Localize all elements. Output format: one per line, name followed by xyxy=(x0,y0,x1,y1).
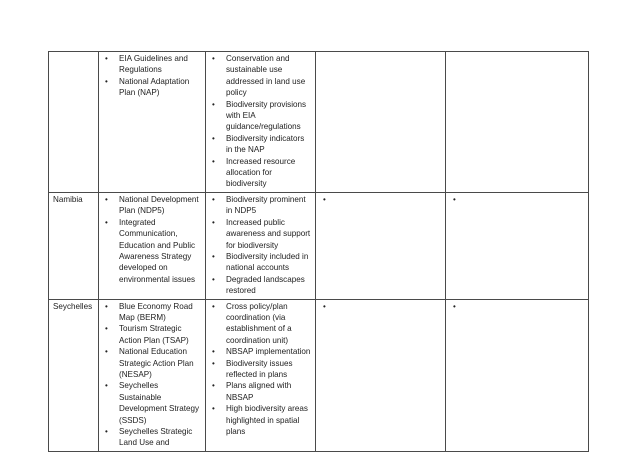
bullet-icon: • xyxy=(212,347,215,357)
bullet-icon: • xyxy=(453,301,456,311)
list-item-text: Biodiversity indicators in the NAP xyxy=(226,133,305,155)
instruments-list xyxy=(102,53,202,99)
list-item xyxy=(209,217,312,251)
list-item xyxy=(209,403,312,437)
column-5-cell xyxy=(446,299,589,451)
list-item-text: Seychelles Sustainable Development Strategy (SSDS) xyxy=(119,381,200,425)
list-item-text: Biodiversity provisions with EIA guidance/regulations xyxy=(226,99,307,132)
list-item xyxy=(209,380,312,403)
column-4-cell xyxy=(316,299,446,451)
document-table-container xyxy=(48,51,588,452)
list-item xyxy=(209,194,312,217)
bullet-icon: • xyxy=(212,274,215,284)
country-cell xyxy=(49,192,99,299)
list-item-text: National Adaptation Plan (NAP) xyxy=(119,76,190,98)
table-row xyxy=(49,299,589,451)
list-item-text: Biodiversity included in national accounts xyxy=(226,251,309,273)
bullet-icon: • xyxy=(212,99,215,109)
list-item xyxy=(102,217,202,285)
list-item xyxy=(209,99,312,133)
list-item-text: Conservation and sustainable use addressed in land use policy xyxy=(226,54,306,98)
list-item-text: Degraded landscapes restored xyxy=(226,274,305,296)
column-4-cell xyxy=(316,52,446,193)
bullet-icon: • xyxy=(212,194,215,204)
list-item xyxy=(209,274,312,297)
list-item-text: National Development Plan (NDP5) xyxy=(119,194,199,216)
list-item-text: Plans aligned with NBSAP xyxy=(226,381,292,402)
bullet-icon: • xyxy=(212,156,215,166)
list-item-text: Increased public awareness and support for biodiversity xyxy=(226,217,311,250)
outcomes-cell xyxy=(206,192,316,299)
instruments-cell xyxy=(99,299,206,451)
list-item-text: Cross policy/plan coordination (via establishment of a coordination unit) xyxy=(226,301,292,345)
list-item-text: Biodiversity prominent in NDP5 xyxy=(226,194,306,216)
list-item-text: Tourism Strategic Action Plan (TSAP) xyxy=(119,324,189,345)
bullet-icon: • xyxy=(105,381,108,391)
bullet-icon: • xyxy=(105,347,108,357)
bullet-icon: • xyxy=(105,76,108,86)
list-item xyxy=(209,53,312,99)
list-item xyxy=(102,53,202,76)
list-item xyxy=(102,346,202,380)
bullet-icon: • xyxy=(105,54,108,63)
outcomes-cell xyxy=(206,299,316,451)
instruments-cell xyxy=(99,52,206,193)
list-item xyxy=(209,301,312,347)
instruments-list xyxy=(102,194,202,285)
column-5-cell xyxy=(446,192,589,299)
list-item-text: High biodiversity areas highlighted in spatial plans xyxy=(226,404,308,436)
bullet-icon: • xyxy=(323,194,326,204)
list-item xyxy=(209,156,312,190)
outcomes-cell xyxy=(206,52,316,193)
bullet-icon: • xyxy=(212,54,215,63)
list-item xyxy=(209,133,312,156)
list-item-text: Biodiversity issues reflected in plans xyxy=(226,358,293,379)
column-5-cell xyxy=(446,52,589,193)
bullet-icon: • xyxy=(453,194,456,204)
outcomes-list xyxy=(209,194,312,297)
bullet-icon: • xyxy=(105,324,108,334)
list-item xyxy=(102,194,202,217)
bullet-icon: • xyxy=(212,301,215,311)
outcomes-list xyxy=(209,53,312,190)
list-item xyxy=(102,323,202,346)
bullet-icon: • xyxy=(212,217,215,227)
list-item xyxy=(102,76,202,99)
bullet-icon: • xyxy=(212,404,215,414)
list-item xyxy=(102,426,202,449)
bullet-icon: • xyxy=(323,301,326,311)
list-item-text: National Education Strategic Action Plan (NESAP) xyxy=(119,347,194,379)
instruments-cell xyxy=(99,192,206,299)
table-row xyxy=(49,52,589,193)
list-item-text: NBSAP implementation xyxy=(226,347,311,357)
bullet-icon: • xyxy=(212,358,215,368)
instruments-list xyxy=(102,301,202,449)
bullet-icon: • xyxy=(105,301,108,311)
bullet-icon: • xyxy=(105,194,108,204)
outcomes-list xyxy=(209,301,312,438)
list-item xyxy=(102,301,202,324)
country-name: Seychelles xyxy=(53,301,93,311)
bullet-icon: • xyxy=(212,133,215,143)
list-item xyxy=(209,358,312,381)
list-item xyxy=(209,346,312,357)
list-item xyxy=(209,251,312,274)
list-item-text: Increased resource allocation for biodiversity xyxy=(226,156,296,189)
list-item-text: Integrated Communication, Education and Public Awareness Strategy developed on environmental issues xyxy=(119,217,196,284)
bullet-icon: • xyxy=(105,217,108,227)
bullet-icon: • xyxy=(105,427,108,436)
policy-table-body xyxy=(49,52,589,452)
policy-table xyxy=(48,51,589,452)
bullet-icon: • xyxy=(212,251,215,261)
column-4-cell xyxy=(316,192,446,299)
list-item-text: EIA Guidelines and Regulations xyxy=(119,54,188,75)
list-item xyxy=(102,380,202,426)
country-cell xyxy=(49,299,99,451)
list-item-text: Blue Economy Road Map (BERM) xyxy=(119,301,193,322)
country-name: Namibia xyxy=(53,194,83,204)
country-cell xyxy=(49,52,99,193)
bullet-icon: • xyxy=(212,381,215,391)
table-row xyxy=(49,192,589,299)
list-item-text: Seychelles Strategic Land Use and xyxy=(119,427,193,448)
